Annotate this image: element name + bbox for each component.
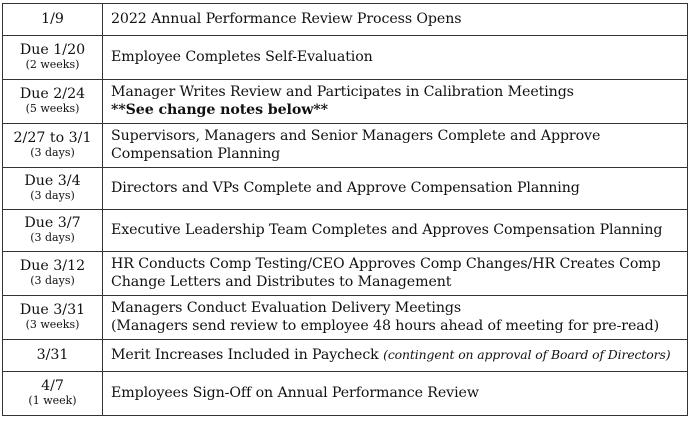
duration-label: (2 weeks) <box>25 58 80 72</box>
task-cell <box>103 168 688 210</box>
date-cell <box>3 340 103 372</box>
task-label: Executive Leadership Team Completes and Approves Compensation Planning <box>111 221 663 238</box>
task-label: Merit Increases Included in Paycheck <box>111 346 379 363</box>
date-cell <box>3 252 103 296</box>
task-cell <box>103 296 688 340</box>
date-cell <box>3 124 103 168</box>
date-cell <box>3 80 103 124</box>
table-row <box>3 296 688 340</box>
duration-label: (3 days) <box>30 231 75 245</box>
date-label: Due 3/7 <box>24 215 81 232</box>
date-label: 2/27 to 3/1 <box>13 130 92 147</box>
task-cell <box>103 372 688 416</box>
task-label: Supervisors, Managers and Senior Managers Complete and Approve Compensation Planning <box>111 127 601 162</box>
duration-label: (3 days) <box>30 189 75 203</box>
task-label: Managers Conduct Evaluation Delivery Meetings <box>111 299 462 316</box>
date-label: Due 1/20 <box>19 42 86 59</box>
table-row <box>3 210 688 252</box>
change-notes-label: **See change notes below** <box>111 101 328 118</box>
duration-label: (3 days) <box>30 146 75 160</box>
task-label: Directors and VPs Complete and Approve Compensation Planning <box>111 179 580 196</box>
table-row <box>3 80 688 124</box>
date-cell <box>3 36 103 80</box>
task-label: Employees Sign-Off on Annual Performance Review <box>111 384 479 401</box>
date-cell <box>3 168 103 210</box>
task-label: Manager Writes Review and Participates in Calibration Meetings <box>111 83 574 100</box>
date-label: Due 3/12 <box>19 258 86 275</box>
table-row <box>3 168 688 210</box>
task-cell <box>103 252 688 296</box>
task-detail-label: (Managers send review to employee 48 hours ahead of meeting for pre-read) <box>111 317 660 334</box>
schedule-container <box>2 3 688 416</box>
date-label: Due 3/31 <box>19 302 86 319</box>
duration-label: (3 days) <box>30 274 75 288</box>
review-schedule-table <box>2 3 688 416</box>
duration-label: (5 weeks) <box>25 102 80 116</box>
table-row <box>3 4 688 36</box>
date-cell <box>3 296 103 340</box>
date-cell <box>3 4 103 36</box>
task-cell <box>103 36 688 80</box>
task-cell <box>103 340 688 372</box>
table-row <box>3 340 688 372</box>
task-cell <box>103 4 688 36</box>
task-label: Employee Completes Self-Evaluation <box>111 48 373 65</box>
date-label: 3/31 <box>36 346 69 363</box>
table-row <box>3 252 688 296</box>
task-label: HR Conducts Comp Testing/CEO Approves Comp Changes/HR Creates Comp Change Letters and Distributes to Management <box>111 255 661 290</box>
task-cell <box>103 210 688 252</box>
duration-label: (1 week) <box>28 394 77 408</box>
task-cell <box>103 80 688 124</box>
date-label: 1/9 <box>41 10 64 27</box>
table-row <box>3 372 688 416</box>
board-approval-note: (contingent on approval of Board of Directors) <box>383 346 671 362</box>
duration-label: (3 weeks) <box>25 318 80 332</box>
task-label: 2022 Annual Performance Review Process Opens <box>111 10 462 27</box>
date-label: 4/7 <box>41 378 64 395</box>
date-label: Due 3/4 <box>24 173 81 190</box>
date-cell <box>3 372 103 416</box>
table-row <box>3 36 688 80</box>
date-cell <box>3 210 103 252</box>
task-cell <box>103 124 688 168</box>
date-label: Due 2/24 <box>19 86 86 103</box>
table-row <box>3 124 688 168</box>
